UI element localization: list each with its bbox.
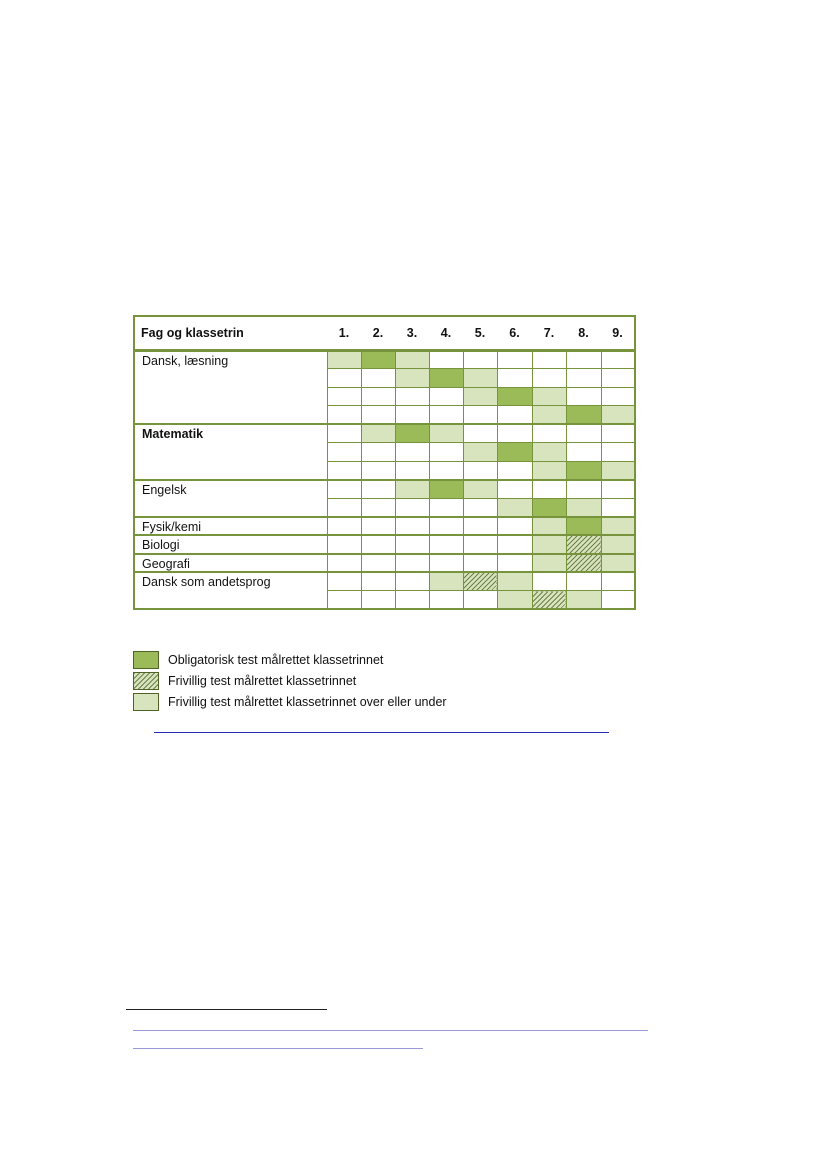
grade-cell-dansk-1-8 bbox=[566, 350, 601, 369]
grade-cell-biologi-1-3 bbox=[395, 535, 429, 554]
grade-cell-geografi-1-4 bbox=[429, 554, 463, 573]
grade-cell-dansk-1-2 bbox=[361, 350, 395, 369]
footnote-separator bbox=[126, 1009, 327, 1010]
grade-cell-engelsk-1-4 bbox=[429, 480, 463, 499]
grade-cell-dansk-4-9 bbox=[601, 406, 635, 425]
grade-header-1: 1. bbox=[327, 316, 361, 350]
grade-cell-matematik-3-7 bbox=[532, 461, 566, 480]
grade-cell-engelsk-2-7 bbox=[532, 498, 566, 517]
grade-cell-matematik-1-8 bbox=[566, 424, 601, 443]
legend-swatch-frivillig bbox=[133, 672, 159, 690]
footnote-link-line-2[interactable] bbox=[133, 1048, 423, 1049]
grade-cell-engelsk-1-1 bbox=[327, 480, 361, 499]
grade-cell-biologi-1-6 bbox=[497, 535, 532, 554]
grade-cell-geografi-1-3 bbox=[395, 554, 429, 573]
grade-cell-dansk-3-1 bbox=[327, 387, 361, 406]
grade-cell-dansk-3-6 bbox=[497, 387, 532, 406]
grade-cell-matematik-2-9 bbox=[601, 443, 635, 462]
grade-cell-engelsk-2-4 bbox=[429, 498, 463, 517]
grade-cell-engelsk-2-1 bbox=[327, 498, 361, 517]
grade-cell-fysik-1-5 bbox=[463, 517, 497, 536]
grade-cell-dansk-1-9 bbox=[601, 350, 635, 369]
grade-cell-matematik-3-1 bbox=[327, 461, 361, 480]
grade-cell-engelsk-1-6 bbox=[497, 480, 532, 499]
grade-header-6: 6. bbox=[497, 316, 532, 350]
grade-cell-dsa-1-2 bbox=[361, 572, 395, 591]
grade-cell-dansk-4-5 bbox=[463, 406, 497, 425]
legend-swatch-obligatorisk bbox=[133, 651, 159, 669]
grade-cell-fysik-1-1 bbox=[327, 517, 361, 536]
grade-cell-dsa-1-7 bbox=[532, 572, 566, 591]
table-row bbox=[134, 480, 635, 499]
grade-cell-engelsk-1-8 bbox=[566, 480, 601, 499]
subject-label-matematik: Matematik bbox=[134, 424, 327, 480]
grade-cell-geografi-1-6 bbox=[497, 554, 532, 573]
grade-cell-geografi-1-2 bbox=[361, 554, 395, 573]
grade-cell-dansk-3-4 bbox=[429, 387, 463, 406]
hyperlink-underline[interactable] bbox=[154, 732, 609, 733]
legend-label-frivillig: Frivillig test målrettet klassetrinnet bbox=[168, 674, 357, 688]
grade-cell-dansk-2-4 bbox=[429, 369, 463, 388]
grade-cell-biologi-1-5 bbox=[463, 535, 497, 554]
grade-cell-dsa-2-4 bbox=[429, 591, 463, 610]
grade-cell-matematik-3-9 bbox=[601, 461, 635, 480]
grade-header-8: 8. bbox=[566, 316, 601, 350]
grade-cell-dansk-4-3 bbox=[395, 406, 429, 425]
grade-cell-fysik-1-2 bbox=[361, 517, 395, 536]
grade-cell-matematik-2-1 bbox=[327, 443, 361, 462]
table-row bbox=[134, 517, 635, 536]
subject-label-dansk-som-andetsprog: Dansk som andetsprog bbox=[134, 572, 327, 609]
grade-cell-dsa-2-1 bbox=[327, 591, 361, 610]
table-header-row bbox=[134, 316, 635, 350]
subject-column-header: Fag og klassetrin bbox=[134, 316, 327, 350]
grade-cell-dansk-2-7 bbox=[532, 369, 566, 388]
table-row bbox=[134, 424, 635, 443]
grade-cell-dsa-2-7 bbox=[532, 591, 566, 610]
grade-cell-matematik-1-5 bbox=[463, 424, 497, 443]
grade-header-2: 2. bbox=[361, 316, 395, 350]
grade-cell-matematik-3-2 bbox=[361, 461, 395, 480]
grade-cell-dansk-1-6 bbox=[497, 350, 532, 369]
grade-cell-engelsk-1-9 bbox=[601, 480, 635, 499]
grade-cell-dsa-1-1 bbox=[327, 572, 361, 591]
grade-header-3: 3. bbox=[395, 316, 429, 350]
grade-cell-fysik-1-6 bbox=[497, 517, 532, 536]
grade-header-7: 7. bbox=[532, 316, 566, 350]
grade-cell-dansk-1-7 bbox=[532, 350, 566, 369]
grade-cell-engelsk-1-5 bbox=[463, 480, 497, 499]
grade-cell-engelsk-2-6 bbox=[497, 498, 532, 517]
table-row bbox=[134, 554, 635, 573]
grade-cell-dsa-2-8 bbox=[566, 591, 601, 610]
grade-cell-biologi-1-9 bbox=[601, 535, 635, 554]
grade-cell-matematik-3-8 bbox=[566, 461, 601, 480]
grade-cell-dansk-2-9 bbox=[601, 369, 635, 388]
subject-label-geografi: Geografi bbox=[134, 554, 327, 573]
grade-cell-dsa-2-5 bbox=[463, 591, 497, 610]
grade-cell-engelsk-2-9 bbox=[601, 498, 635, 517]
subject-label-engelsk: Engelsk bbox=[134, 480, 327, 517]
grade-cell-biologi-1-2 bbox=[361, 535, 395, 554]
subject-label-dansk: Dansk, læsning bbox=[134, 350, 327, 424]
grade-cell-matematik-1-1 bbox=[327, 424, 361, 443]
grade-cell-dansk-3-3 bbox=[395, 387, 429, 406]
grade-cell-matematik-1-6 bbox=[497, 424, 532, 443]
subject-label-biologi: Biologi bbox=[134, 535, 327, 554]
grade-cell-matematik-3-5 bbox=[463, 461, 497, 480]
grade-cell-biologi-1-1 bbox=[327, 535, 361, 554]
grade-cell-dansk-2-1 bbox=[327, 369, 361, 388]
table-row bbox=[134, 535, 635, 554]
table-row bbox=[134, 572, 635, 591]
grade-cell-engelsk-1-7 bbox=[532, 480, 566, 499]
grade-cell-engelsk-1-2 bbox=[361, 480, 395, 499]
grade-cell-matematik-2-4 bbox=[429, 443, 463, 462]
grade-cell-matematik-2-2 bbox=[361, 443, 395, 462]
grade-cell-matematik-2-3 bbox=[395, 443, 429, 462]
grade-cell-fysik-1-7 bbox=[532, 517, 566, 536]
grade-cell-geografi-1-5 bbox=[463, 554, 497, 573]
grade-cell-dansk-2-8 bbox=[566, 369, 601, 388]
grade-cell-dsa-1-3 bbox=[395, 572, 429, 591]
grade-cell-matematik-1-2 bbox=[361, 424, 395, 443]
grade-cell-dansk-3-9 bbox=[601, 387, 635, 406]
grade-cell-dsa-2-3 bbox=[395, 591, 429, 610]
grade-cell-geografi-1-9 bbox=[601, 554, 635, 573]
grade-cell-dansk-1-5 bbox=[463, 350, 497, 369]
grade-cell-dansk-2-6 bbox=[497, 369, 532, 388]
grade-cell-engelsk-2-3 bbox=[395, 498, 429, 517]
legend-label-frivillig-over-under: Frivillig test målrettet klassetrinnet over eller under bbox=[168, 695, 447, 709]
grade-cell-matematik-3-4 bbox=[429, 461, 463, 480]
grade-cell-dsa-1-8 bbox=[566, 572, 601, 591]
grade-cell-fysik-1-4 bbox=[429, 517, 463, 536]
grade-cell-engelsk-1-3 bbox=[395, 480, 429, 499]
grade-cell-engelsk-2-5 bbox=[463, 498, 497, 517]
table-row bbox=[134, 350, 635, 369]
grade-cell-fysik-1-3 bbox=[395, 517, 429, 536]
grade-cell-dansk-2-3 bbox=[395, 369, 429, 388]
grade-cell-biologi-1-8 bbox=[566, 535, 601, 554]
grade-cell-dansk-4-4 bbox=[429, 406, 463, 425]
grade-cell-matematik-1-3 bbox=[395, 424, 429, 443]
grade-cell-matematik-3-6 bbox=[497, 461, 532, 480]
grade-cell-dansk-4-1 bbox=[327, 406, 361, 425]
grade-cell-fysik-1-9 bbox=[601, 517, 635, 536]
grade-header-4: 4. bbox=[429, 316, 463, 350]
grade-cell-dansk-4-7 bbox=[532, 406, 566, 425]
grade-cell-dsa-1-9 bbox=[601, 572, 635, 591]
grade-cell-matematik-2-8 bbox=[566, 443, 601, 462]
grade-cell-matematik-1-7 bbox=[532, 424, 566, 443]
grade-cell-geografi-1-7 bbox=[532, 554, 566, 573]
grade-header-9: 9. bbox=[601, 316, 635, 350]
grade-cell-dansk-2-5 bbox=[463, 369, 497, 388]
legend-label-obligatorisk: Obligatorisk test målrettet klassetrinnet bbox=[168, 653, 384, 667]
grade-cell-dsa-2-6 bbox=[497, 591, 532, 610]
grade-cell-dansk-4-6 bbox=[497, 406, 532, 425]
grade-cell-matematik-1-4 bbox=[429, 424, 463, 443]
grade-cell-dansk-4-8 bbox=[566, 406, 601, 425]
grade-cell-dansk-3-8 bbox=[566, 387, 601, 406]
grade-cell-dansk-4-2 bbox=[361, 406, 395, 425]
grade-cell-dsa-2-9 bbox=[601, 591, 635, 610]
grade-cell-matematik-2-6 bbox=[497, 443, 532, 462]
grade-cell-biologi-1-7 bbox=[532, 535, 566, 554]
grade-cell-dansk-3-2 bbox=[361, 387, 395, 406]
grade-cell-geografi-1-8 bbox=[566, 554, 601, 573]
grade-cell-dansk-1-3 bbox=[395, 350, 429, 369]
grade-cell-fysik-1-8 bbox=[566, 517, 601, 536]
grade-cell-dansk-3-7 bbox=[532, 387, 566, 406]
test-overview-table bbox=[133, 315, 636, 610]
grade-cell-engelsk-2-2 bbox=[361, 498, 395, 517]
grade-header-5: 5. bbox=[463, 316, 497, 350]
grade-cell-dansk-1-4 bbox=[429, 350, 463, 369]
grade-cell-matematik-3-3 bbox=[395, 461, 429, 480]
grade-cell-dansk-3-5 bbox=[463, 387, 497, 406]
legend-swatch-frivillig-over-under bbox=[133, 693, 159, 711]
grade-cell-matematik-2-5 bbox=[463, 443, 497, 462]
grade-cell-dsa-1-4 bbox=[429, 572, 463, 591]
grade-cell-matematik-1-9 bbox=[601, 424, 635, 443]
grade-cell-dsa-1-5 bbox=[463, 572, 497, 591]
grade-cell-geografi-1-1 bbox=[327, 554, 361, 573]
footnote-link-line-1[interactable] bbox=[133, 1030, 648, 1031]
grade-cell-engelsk-2-8 bbox=[566, 498, 601, 517]
subject-label-fysik: Fysik/kemi bbox=[134, 517, 327, 536]
grade-cell-dansk-1-1 bbox=[327, 350, 361, 369]
grade-cell-dsa-2-2 bbox=[361, 591, 395, 610]
grade-cell-dansk-2-2 bbox=[361, 369, 395, 388]
grade-cell-biologi-1-4 bbox=[429, 535, 463, 554]
grade-cell-matematik-2-7 bbox=[532, 443, 566, 462]
grade-cell-dsa-1-6 bbox=[497, 572, 532, 591]
